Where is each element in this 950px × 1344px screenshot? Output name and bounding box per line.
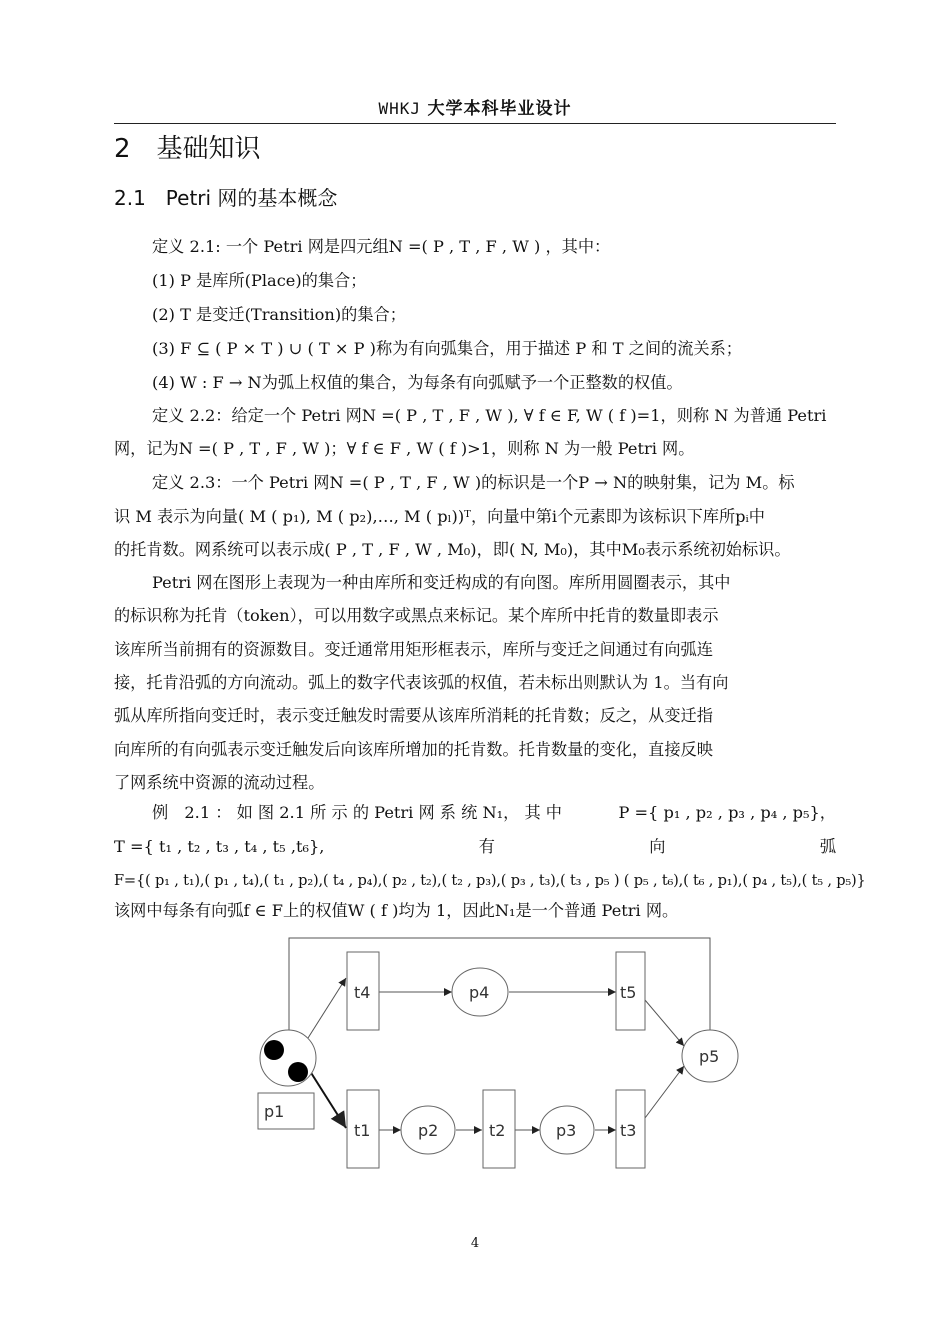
- example-arc-set: F={( p₁ , t₁),( p₁ , t₄),( t₁ , p₂),( t₄ , p₄),( p₂ , t₂),( t₂ , p₃),( p₃ , t₃),( t₃ , p₅ ) ( p₅ , t₆),( t₆ , p₁),( p₄ , t₅),( t₅ , p₅)}: [114, 872, 866, 889]
- para-line7: 了网系统中资源的流动过程。: [114, 773, 325, 792]
- def-2-2-line2: 网，记为N =( P , T , F , W )；∀ f ∈ F , W ( f )>1，则称 N 为一般 Petri 网。: [114, 439, 695, 458]
- label-p5: p5: [699, 1047, 720, 1066]
- para-line1: Petri 网在图形上表现为一种由库所和变迁构成的有向图。库所用圆圈表示，其中: [152, 573, 731, 592]
- def-item-2: (2) T 是变迁(Transition)的集合；: [152, 305, 406, 324]
- token: [264, 1040, 284, 1060]
- para-line3: 该库所当前拥有的资源数目。变迁通常用矩形框表示，库所与变迁之间通过有向弧连: [114, 640, 713, 659]
- label-p2: p2: [418, 1121, 439, 1140]
- section-heading: 2.1 Petri 网的基本概念: [114, 186, 338, 210]
- page-number: 4: [470, 1236, 480, 1251]
- def-2-1: 定义 2.1: 一个 Petri 网是四元组N =( P , T , F , W ) ，其中：: [152, 237, 611, 256]
- def-item-4: (4) W : F → N为弧上权值的集合，为每条有向弧赋予一个正整数的权值。: [152, 373, 683, 392]
- def-item-1: (1) P 是库所(Place)的集合；: [152, 271, 367, 290]
- def-2-3-line2: 识 M 表示为向量( M ( p₁), M ( p₂),…, M ( pₗ))ᵀ，向量中第i个元素即为该标识下库所pᵢ中: [114, 507, 765, 526]
- def-2-3-line1: 定义 2.3：一个 Petri 网N =( P , T , F , W )的标识是一个P → N的映射集，记为 M。标: [152, 473, 795, 492]
- label-p3: p3: [556, 1121, 577, 1140]
- arc-t3-p5: [645, 1066, 684, 1118]
- word-you: 有: [478, 837, 495, 856]
- def-2-3-line3: 的托肯数。网系统可以表示成( P , T , F , W , M₀)，即( N, M₀)，其中M₀表示系统初始标识。: [114, 540, 791, 559]
- header-latin: WHKJ: [378, 99, 422, 118]
- example-conclusion: 该网中每条有向弧f ∈ F上的权值W ( f )均为 1，因此N₁是一个普通 Petri 网。: [114, 901, 679, 920]
- para-line5: 弧从库所指向变迁时，表示变迁触发时需要从该库所消耗的托肯数；反之，从变迁指: [114, 706, 713, 725]
- arc-t5-p5: [645, 1000, 684, 1046]
- label-t2: t2: [489, 1121, 506, 1140]
- arc-p1-t4: [308, 978, 346, 1038]
- token: [288, 1062, 308, 1082]
- header-title: 大学本科毕业设计: [427, 99, 572, 119]
- label-t4: t4: [354, 983, 371, 1002]
- para-line6: 向库所的有向弧表示变迁触发后向该库所增加的托肯数。托肯数量的变化，直接反映: [114, 740, 713, 759]
- label-p4: p4: [469, 983, 490, 1002]
- word-hu: 弧: [819, 837, 836, 856]
- example-place-set: P ={ p₁ , p₂ , p₃ , p₄ , p₅}，: [618, 803, 836, 822]
- label-t3: t3: [620, 1121, 637, 1140]
- example-intro: 例 2.1 ： 如 图 2.1 所 示 的 Petri 网 系 统 N₁， 其 中: [152, 803, 562, 822]
- para-line4: 接，托肯沿弧的方向流动。弧上的数字代表该弧的权值，若未标出则默认为 1。当有向: [114, 673, 729, 692]
- def-item-3: (3) F ⊆ ( P × T ) ∪ ( T × P )称为有向弧集合，用于描述 P 和 T 之间的流关系；: [152, 339, 742, 358]
- example-transition-set: T ={ t₁ , t₂ , t₃ , t₄ , t₅ ,t₆},: [114, 837, 325, 856]
- def-2-2-line1: 定义 2.2：给定一个 Petri 网N =( P , T , F , W ), ∀ f ∈ F, W ( f )=1，则称 N 为普通 Petri: [152, 406, 827, 425]
- chapter-heading: 2 基础知识: [114, 134, 261, 164]
- label-t1: t1: [354, 1121, 371, 1140]
- word-xiang: 向: [649, 837, 666, 856]
- para-line2: 的标识称为托肯（token），可以用数字或黑点来标记。某个库所中托肯的数量即表示: [114, 606, 719, 625]
- label-p1: p1: [264, 1102, 285, 1121]
- label-t5: t5: [620, 983, 637, 1002]
